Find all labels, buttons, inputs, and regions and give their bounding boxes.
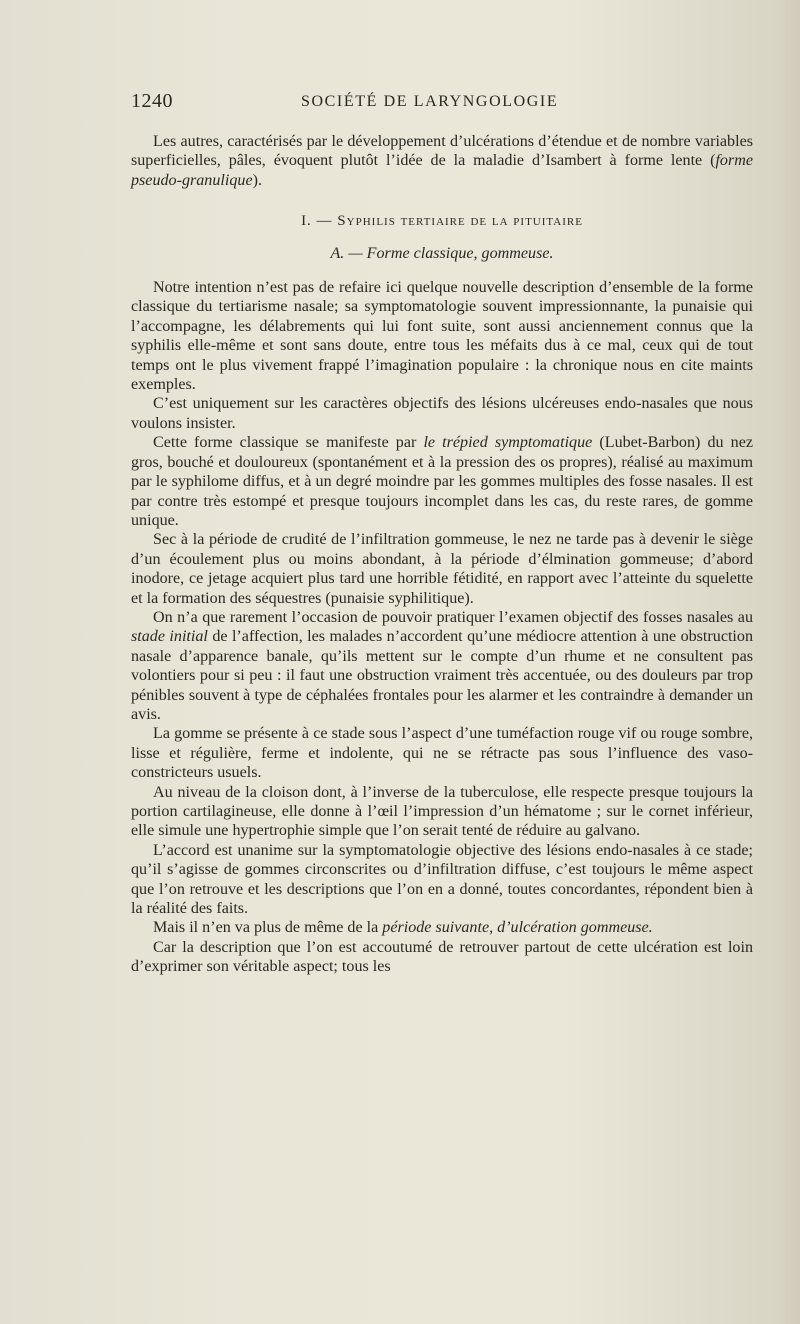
running-header — [131, 90, 753, 120]
page-number: 1240 — [131, 90, 173, 112]
paragraph-9: Mais il n’en va plus de même de la période suivante, d’ulcération gommeuse. — [153, 919, 653, 937]
paragraph-6: La gomme se présente à ce stade sous l’aspect d’une tuméfaction rouge vif ou rouge sombre, lisse et régulière, ferme et indolente, qui ne se rétracte pas sous l’influence des vaso-constricteurs usuels. — [131, 725, 753, 782]
paragraph-10: Car la description que l’on est accoutumé de retrouver partout de cette ulcération est loin d’exprimer son véritable aspect; tous les — [131, 938, 753, 976]
paragraph-3: Cette forme classique se manifeste par le trépied symptomatique (Lubet-Barbon) du nez gros, bouché et douloureux (spontanément et à la pression des os propres), réalisé au maximum par le syphilome diffus, et à un degré moindre par les gommes multiples des fosse nasales. Il est par contre très estompé et presque toujours incomplet dans les cas, du reste rares, de gomme unique. — [131, 434, 753, 529]
page-body — [131, 132, 753, 977]
paragraph-5: On n’a que rarement l’occasion de pouvoir pratiquer l’examen objectif des fosses nasales au stade initial de l’affection, les malades n’accordent qu’une médiocre attention à une obstruction nasale d’apparence banale, qu’ils mettent sur le compte d’un rhume et ne consultent pas volontiers pour si peu : il faut une obstruction vraiment très accentuée, ou des douleurs par trop pénibles souvent à type de céphalées frontales pour les alarmer et les contraindre à demander un avis. — [131, 608, 753, 723]
paragraph-1: Notre intention n’est pas de refaire ici quelque nouvelle description d’ensemble de la forme classique du tertiarisme nasale; sa symptomatologie souvent impressionnante, la punaisie qui l’accompagne, les délabrements qui lui font suite, sont aussi anciennement connus que la syphilis elle-même et sont sans doute, entre tous les méfaits dus à ce mal, ceux qui de tout temps ont le plus vivement frappé l’imagination populaire : la chronique nous en cite maints exemples. — [131, 279, 753, 394]
running-title: SOCIÉTÉ DE LARYNGOLOGIE — [301, 93, 559, 110]
section-heading: I. — Syphilis tertiaire de la pituitaire — [301, 213, 583, 230]
paragraph-8: L’accord est unanime sur la symptomatologie objective des lésions endo-nasales à ce stade; qu’il s’agisse de gommes circonscrites ou d’infiltration diffuse, c’est toujours le même aspect que l’on retrouve et les descriptions que l’on en a donné, toutes concordantes, répondent bien à la réalité des faits. — [131, 841, 753, 918]
paragraph-0: Les autres, caractérisés par le développement d’ulcérations d’étendue et de nombre variables superficielles, pâles, évoquent plutôt l’idée de la maladie d’Isambert à forme lente (forme pseudo-granulique). — [131, 133, 753, 189]
paragraph-2: C’est uniquement sur les caractères objectifs des lésions ulcéreuses endo-nasales que nous voulons insister. — [131, 395, 753, 432]
paragraph-4: Sec à la période de crudité de l’infiltration gommeuse, le nez ne tarde pas à devenir le siège d’un écoulement plus ou moins abondant, à la période d’élmination gommeuse; d’abord inodore, ce jetage acquiert plus tard une horrible fétidité, en rapport avec l’atteinte du squelette et la formation des séquestres (punaisie syphilitique). — [131, 531, 753, 607]
subheading: A. — Forme classique, gommeuse. — [330, 244, 554, 262]
paragraph-7: Au niveau de la cloison dont, à l’inverse de la tuberculose, elle respecte presque toujours la portion cartilagineuse, elle donne à l’œil l’impression d’un hématome ; sur le cornet inférieur, elle simule une hypertrophie simple que l’on serait tenté de réduire au galvano. — [131, 783, 753, 840]
